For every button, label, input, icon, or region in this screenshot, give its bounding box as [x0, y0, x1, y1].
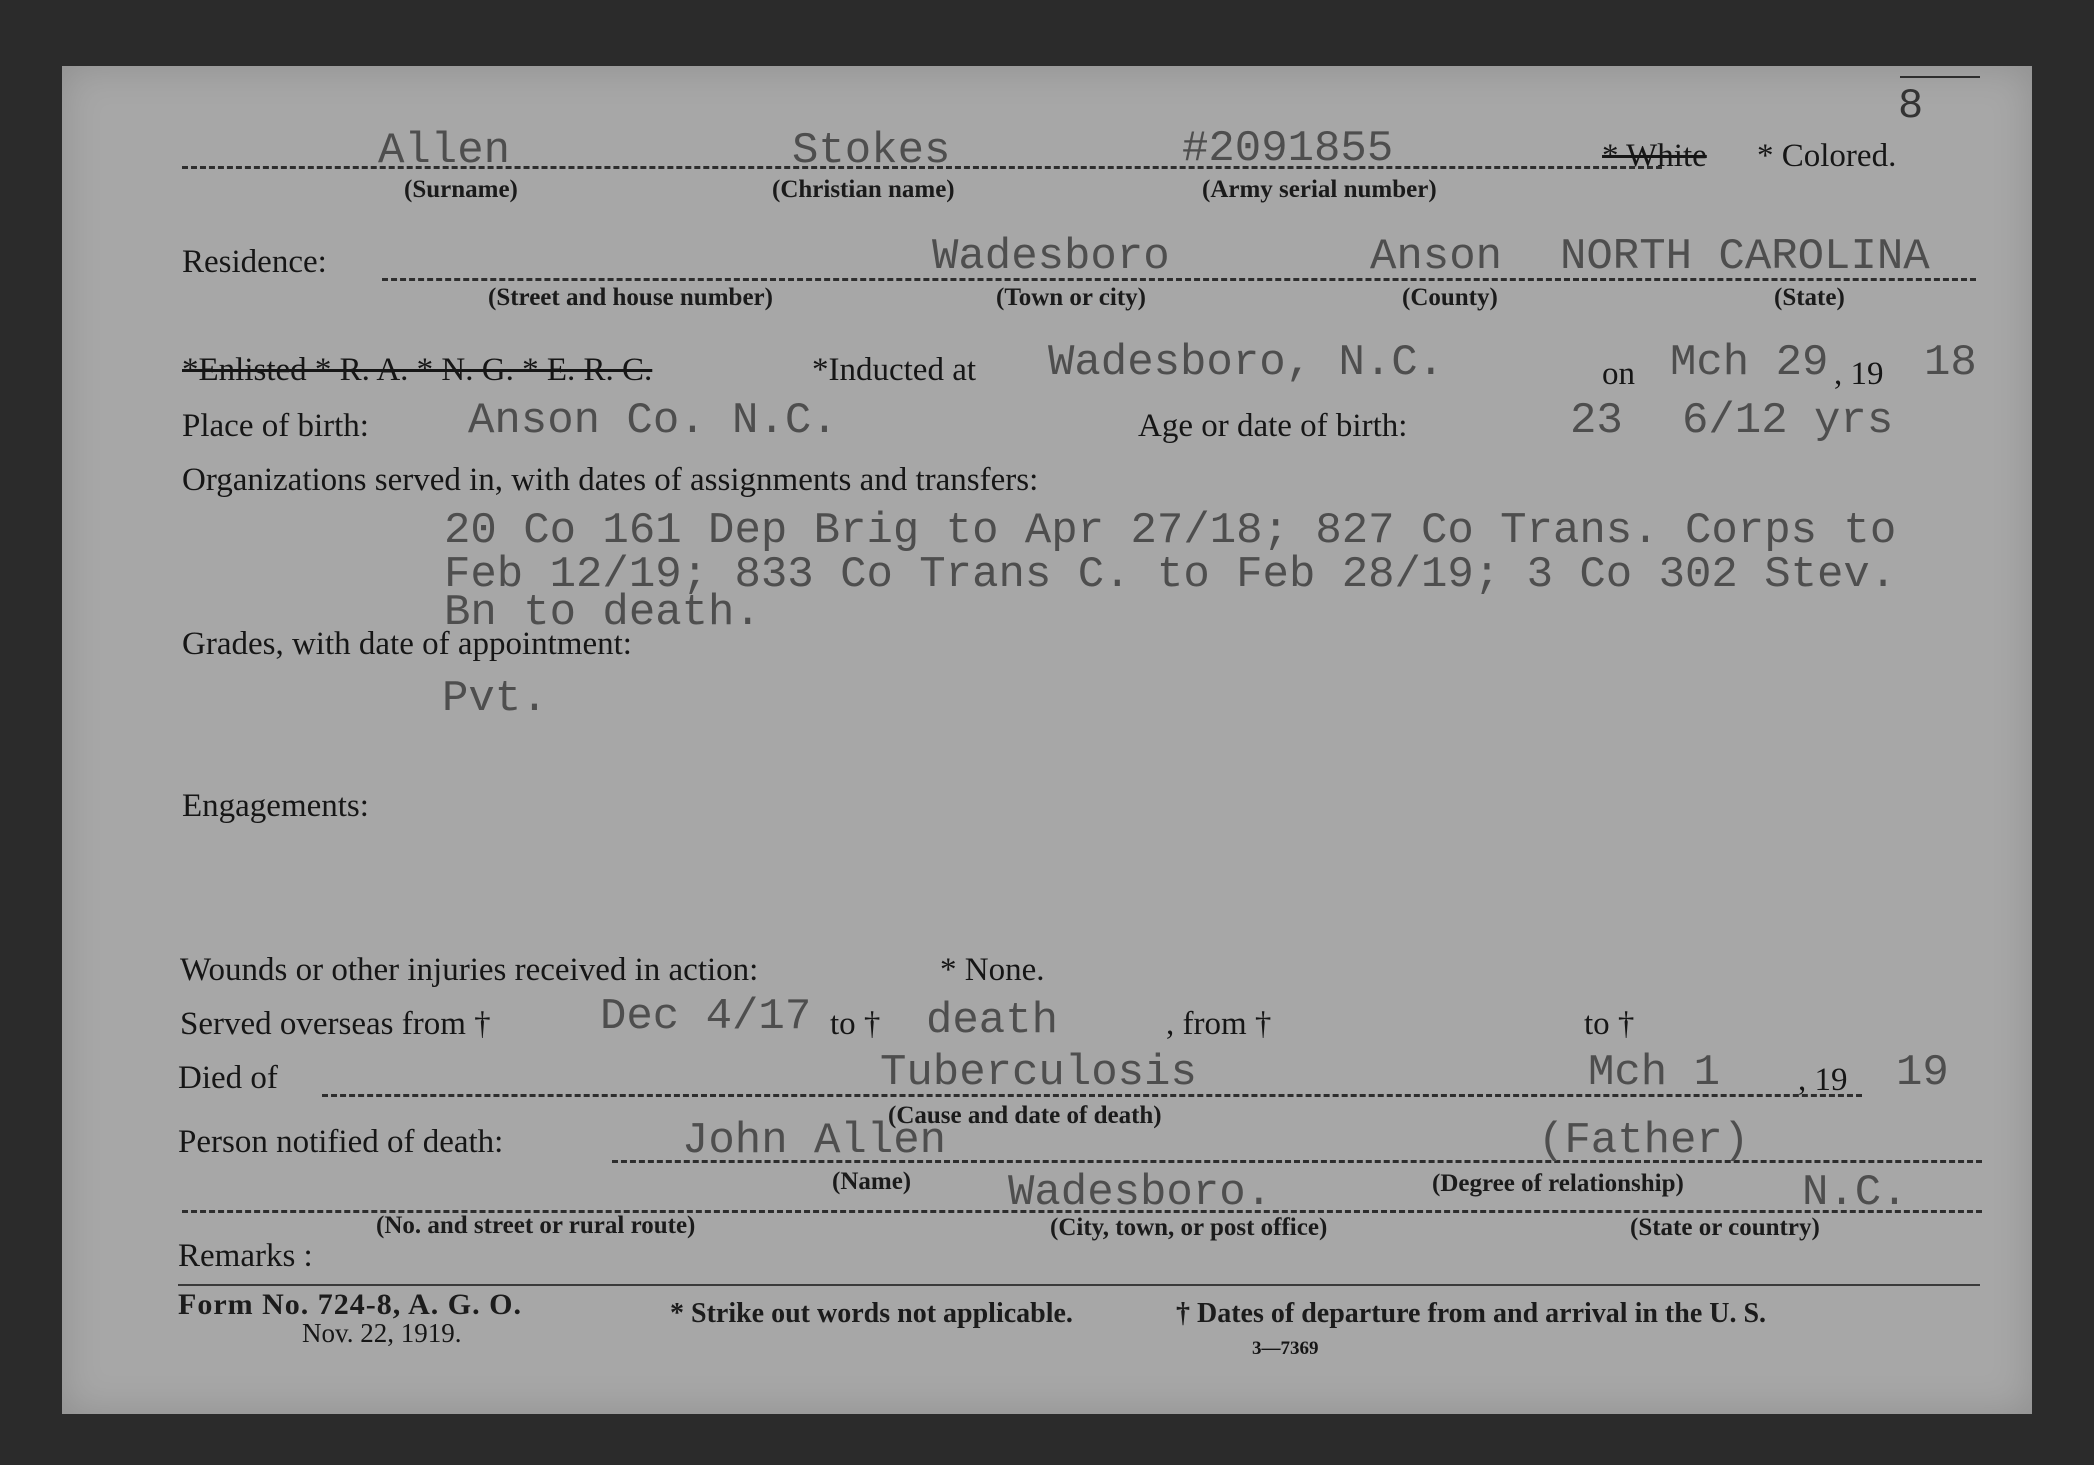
- residence-town: Wadesboro: [932, 232, 1170, 282]
- organizations-line-3: Bn to death.: [444, 588, 761, 638]
- form-number: Form No. 724-8, A. G. O.: [178, 1288, 522, 1321]
- organizations-line-1: 20 Co 161 Dep Brig to Apr 27/18; 827 Co Trans. Corps to: [444, 506, 1897, 556]
- form-date: Nov. 22, 1919.: [302, 1318, 462, 1348]
- inducted-label: *Inducted at: [812, 352, 977, 388]
- inducted-at-value: Wadesboro, N.C.: [1048, 338, 1445, 388]
- engagements-label: Engagements:: [182, 788, 369, 824]
- footnote-dates: † Dates of departure from and arrival in the U. S.: [1176, 1298, 1767, 1329]
- age-value-fraction: 6/12 yrs: [1682, 396, 1894, 446]
- birth-place-label: Place of birth:: [182, 408, 369, 444]
- overseas-to2-label: to †: [1584, 1006, 1635, 1042]
- number-rule: [1900, 76, 1980, 78]
- on-label: on: [1602, 356, 1635, 392]
- organizations-label: Organizations served in, with dates of assignments and transfers:: [182, 462, 1039, 498]
- city-caption: (City, town, or post office): [1050, 1214, 1328, 1241]
- notified-city: Wadesboro.: [1008, 1168, 1273, 1218]
- state-caption: (State): [1774, 284, 1845, 311]
- overseas-from-value: Dec 4/17: [600, 992, 812, 1042]
- enlisted-options: *Enlisted * R. A. * N. G. * E. R. C.: [182, 352, 653, 388]
- remarks-rule: [178, 1284, 1980, 1286]
- notified-label: Person notified of death:: [178, 1124, 504, 1160]
- death-date: Mch 1: [1588, 1048, 1721, 1098]
- name-caption: (Name): [832, 1168, 912, 1195]
- relation-caption: (Degree of relationship): [1432, 1170, 1684, 1197]
- residence-label: Residence:: [182, 244, 327, 280]
- birth-place-value: Anson Co. N.C.: [468, 396, 838, 446]
- notified-name: John Allen: [682, 1116, 947, 1166]
- town-caption: (Town or city): [996, 284, 1146, 311]
- county-caption: (County): [1402, 284, 1498, 311]
- death-nineteen: , 19: [1798, 1062, 1848, 1098]
- wounds-label: Wounds or other injuries received in action:: [180, 952, 759, 988]
- colored-option: * Colored.: [1757, 138, 1897, 174]
- service-record-card: [62, 66, 2032, 1414]
- street-route-caption: (No. and street or rural route): [376, 1212, 696, 1239]
- serial-caption: (Army serial number): [1202, 176, 1437, 203]
- inducted-nineteen: , 19: [1834, 356, 1884, 392]
- serial-value: #2091855: [1182, 124, 1394, 174]
- residence-state: NORTH CAROLINA: [1560, 232, 1930, 282]
- notified-relation: (Father): [1538, 1116, 1750, 1166]
- inducted-year: 18: [1924, 338, 1977, 388]
- residence-county: Anson: [1370, 232, 1503, 282]
- card-number: 8: [1898, 82, 1924, 130]
- surname-caption: (Surname): [404, 176, 518, 203]
- death-year: 19: [1896, 1048, 1949, 1098]
- overseas-to-value: death: [926, 996, 1059, 1046]
- overseas-from2-label: , from †: [1166, 1006, 1272, 1042]
- street-caption: (Street and house number): [488, 284, 773, 311]
- remarks-label: Remarks :: [178, 1238, 313, 1274]
- notified-state: N.C.: [1802, 1168, 1908, 1218]
- death-cause: Tuberculosis: [880, 1048, 1197, 1098]
- age-value-years: 23: [1570, 396, 1623, 446]
- footnote-strike: * Strike out words not applicable.: [670, 1298, 1073, 1329]
- state-country-caption: (State or country): [1630, 1214, 1820, 1241]
- age-label: Age or date of birth:: [1138, 408, 1408, 444]
- wounds-value: * None.: [940, 952, 1045, 988]
- inducted-date: Mch 29: [1670, 338, 1829, 388]
- cause-caption: (Cause and date of death): [888, 1102, 1162, 1129]
- overseas-to-label: to †: [830, 1006, 881, 1042]
- organizations-line-2: Feb 12/19; 833 Co Trans C. to Feb 28/19; 3 Co 302 Stev.: [444, 550, 1897, 600]
- overseas-label: Served overseas from †: [180, 1006, 491, 1042]
- grades-value: Pvt.: [442, 674, 548, 724]
- white-option: * White: [1602, 138, 1707, 174]
- grades-label: Grades, with date of appointment:: [182, 626, 632, 662]
- christian-name-value: Stokes: [792, 126, 951, 176]
- print-code: 3—7369: [1252, 1338, 1319, 1359]
- surname-value: Allen: [378, 126, 511, 176]
- died-of-label: Died of: [178, 1060, 278, 1096]
- christian-name-caption: (Christian name): [772, 176, 955, 203]
